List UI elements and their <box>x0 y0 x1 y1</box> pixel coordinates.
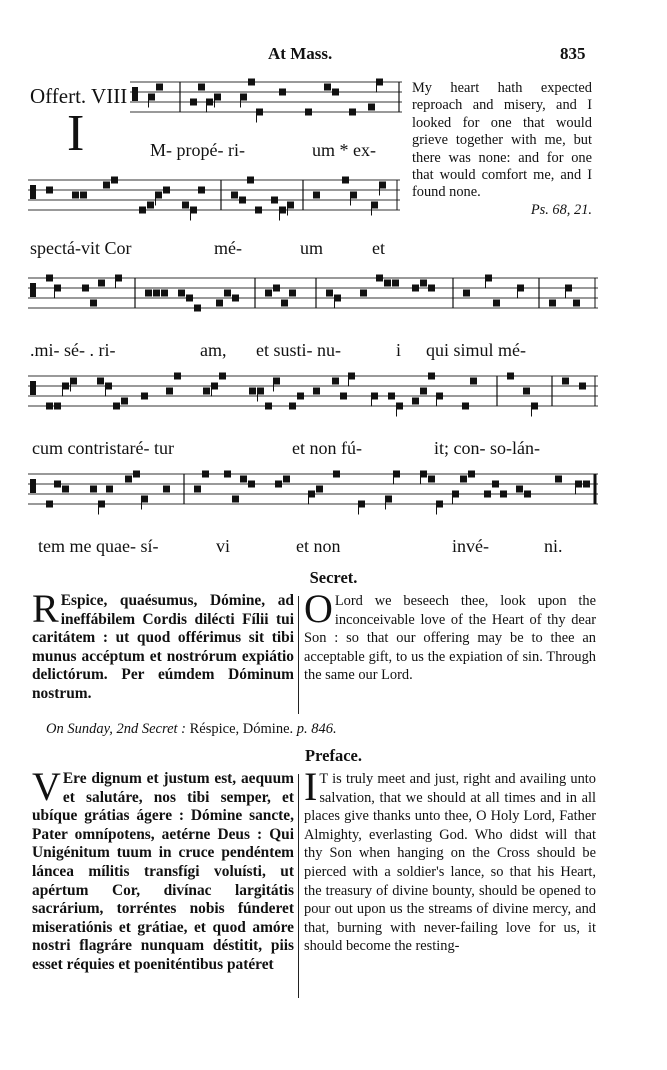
translation-text: My heart hath expected reproach and misery, and I looked for one that would grieve together with me, but there was none: and for one that would comfort me, and I found none. <box>412 80 592 201</box>
preface-english-text: T is truly meet and just, right and availing unto salvation, that we should at all times and in all places give thanks unto thee, O Holy Lord, Father Almighty, everlasting God. Who didst will that thy Son when hanging on the Cross should be pierced with a soldier's lance, so that his Heart, the treasury of divine bounty, should be opened to pour out upon us the streams of divine mercy, and that, burning with never-failing love for us, it should become the resting- <box>304 771 596 955</box>
lyric-5a: tem me quae- sí- <box>38 536 159 556</box>
lyric-3c: et susti- nu- <box>256 340 341 360</box>
chant-staff-4 <box>28 368 598 428</box>
offertory-translation <box>412 80 592 219</box>
lyric-2b: mé- <box>214 238 242 258</box>
lyric-2d: et <box>372 238 385 258</box>
lyric-5c: et non <box>296 536 341 556</box>
sunday-note-text: Réspice, Dómine. <box>189 721 294 737</box>
chant-staff-2 <box>28 172 400 232</box>
offertory-label: Offert. VIII <box>30 84 128 108</box>
lyric-5b: vi <box>216 536 231 556</box>
secret-english-initial: O <box>304 586 333 631</box>
secret-heading: Secret. <box>309 568 358 587</box>
lyric-4a: cum contristaré- tur <box>32 438 174 458</box>
sunday-note <box>46 721 337 738</box>
page-header-title: At Mass. <box>268 44 333 63</box>
lyric-5e: ni. <box>544 536 563 556</box>
translation-source: Ps. 68, 21. <box>530 201 592 218</box>
lyric-2c: um <box>300 238 324 258</box>
preface-latin <box>32 764 294 975</box>
lyric-5d: invé- <box>452 536 489 556</box>
secret-latin <box>32 586 294 704</box>
secret-english-text: Lord we beseech thee, look upon the inconceivable love of the Heart of thy dear Son : so that our offering may be to thee an acceptable gift, to us the expiation of sin. Through the same our Lord. <box>304 593 596 684</box>
lyric-4c: it; con- so-lán- <box>434 438 540 458</box>
chant-staff-5 <box>28 466 598 526</box>
preface-heading: Preface. <box>305 746 362 765</box>
secret-english <box>304 586 596 685</box>
sunday-note-lead: On Sunday, 2nd Secret : <box>46 721 187 737</box>
lyric-3d: i <box>396 340 402 360</box>
lyric-3b: am, <box>200 340 227 360</box>
secret-column-divider <box>298 596 299 714</box>
secret-latin-initial: R <box>32 586 59 631</box>
preface-english-initial: I <box>304 764 318 809</box>
chant-staff-3 <box>28 270 598 330</box>
lyric-3e: qui simul mé- <box>426 340 526 360</box>
secret-latin-text: Espice, quaésumus, Dómine, ad ineffábilem Cordis dilécti Fílii tui caritátem : ut quod offérimus sit tibi munus accéptum et nostrórum expiátio delictórum. Per eúmdem Dóminum nostrum. <box>32 592 294 702</box>
preface-latin-initial: V <box>32 764 61 809</box>
chant-staff-1 <box>130 74 402 134</box>
lyric-3a: .mi- sé- . ri- <box>30 340 116 360</box>
lyric-1a: M- propé- ri- <box>150 140 245 160</box>
preface-english <box>304 764 596 956</box>
page-number: 835 <box>560 44 586 63</box>
sunday-note-page: p. 846. <box>296 721 337 737</box>
lyric-4b: et non fú- <box>292 438 362 458</box>
preface-column-divider <box>298 774 299 998</box>
lyric-2a: spectá-vit Cor <box>30 238 132 258</box>
preface-latin-text: Ere dignum et justum est, aequum et salutáre, nos tibi semper, et ubíque grátias ágere : Dómine sancte, Pater omnípotens, aetérne Deus : Qui Unigénitum tuum in cruce pendéntem láncea mílitis transfígi voluísti, ut apértum Cor, divínac largitátis sacrárium, torréntes nobis fúnderet miseratiónis et grátiae, et quod amóre nostri flagráre nunquam déstitit, piis esset réquies et poeniténtibus patéret <box>32 770 294 973</box>
chant-initial: I <box>67 105 85 162</box>
lyric-1b: um * ex- <box>312 140 376 160</box>
